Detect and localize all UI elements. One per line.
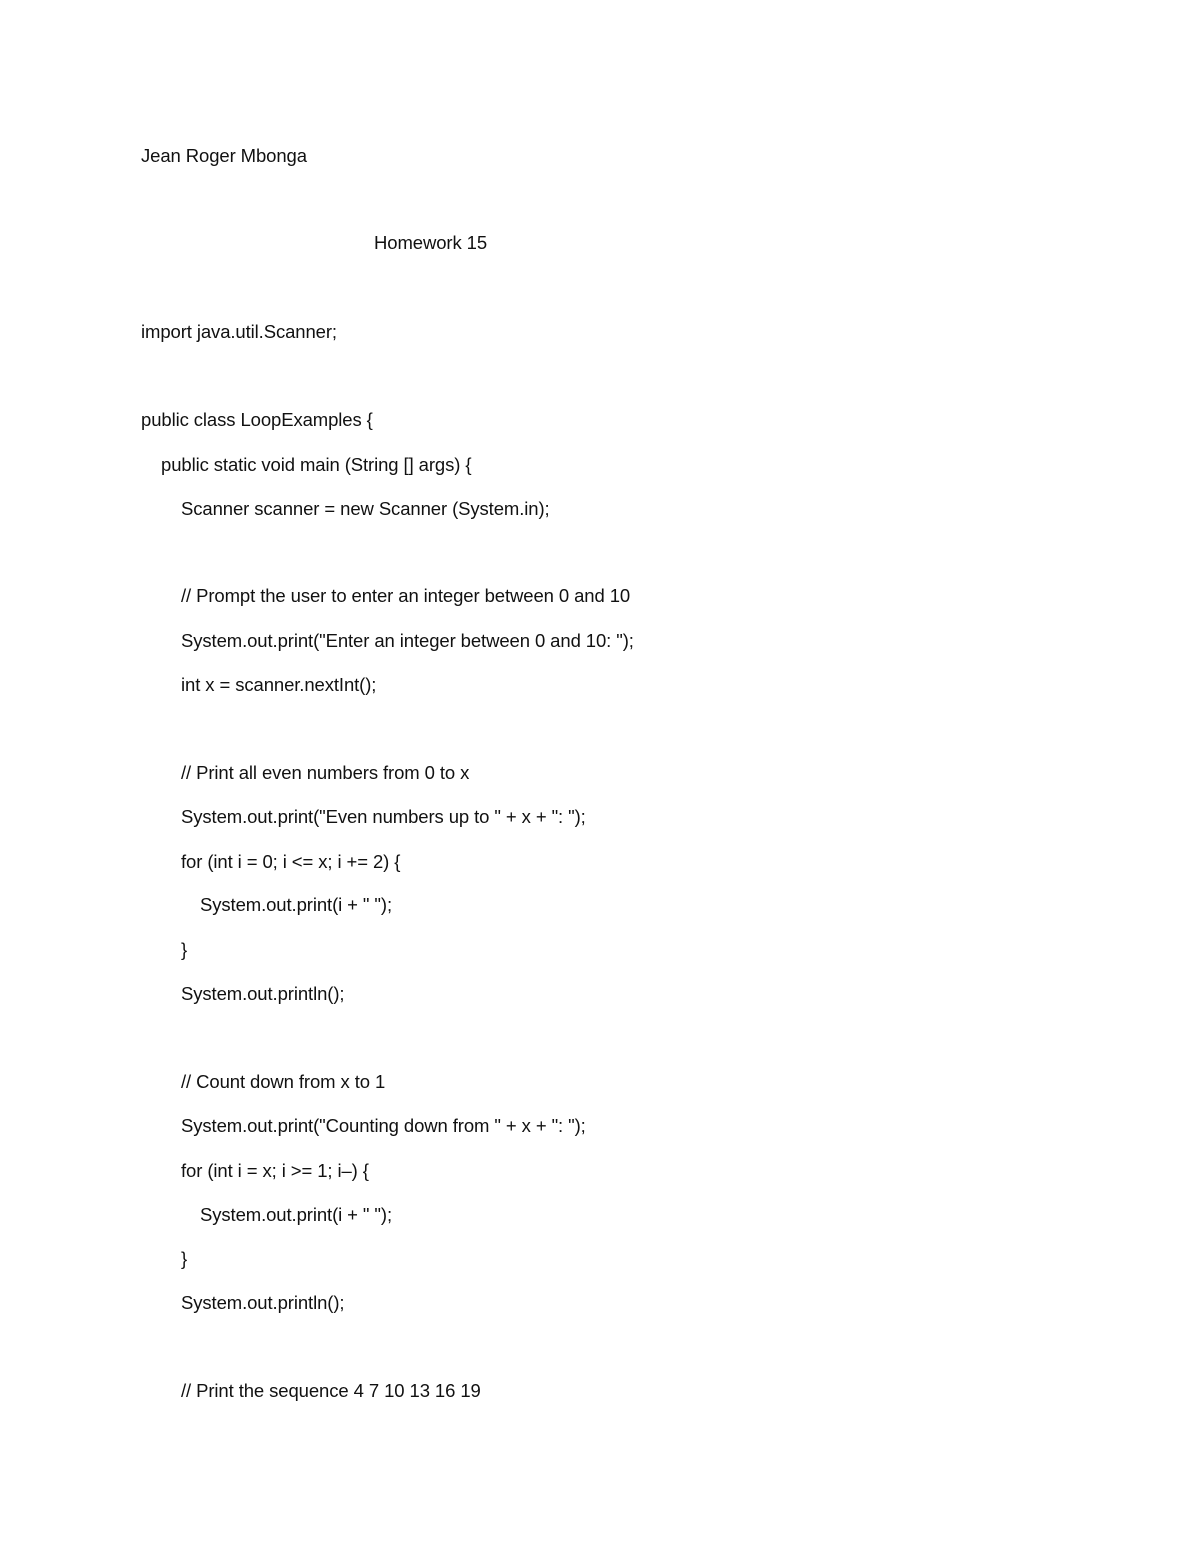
code-line: Scanner scanner = new Scanner (System.in); [181,498,550,519]
code-line: System.out.print(i + " "); [200,894,392,915]
code-line: import java.util.Scanner; [141,321,337,342]
code-line: public class LoopExamples { [141,409,373,430]
code-line: System.out.print("Counting down from " + x + ": "); [181,1115,586,1136]
document-title: Homework 15 [374,232,488,253]
code-line: int x = scanner.nextInt(); [181,674,377,695]
code-comment: // Prompt the user to enter an integer between 0 and 10 [181,585,631,606]
code-comment: // Print the sequence 4 7 10 13 16 19 [181,1380,481,1401]
code-line: System.out.println(); [181,983,345,1004]
code-line: public static void main (String [] args) { [161,454,472,475]
code-line: } [181,939,188,960]
code-comment: // Print all even numbers from 0 to x [181,762,470,783]
code-comment: // Count down from x to 1 [181,1071,386,1092]
code-line: System.out.print(i + " "); [200,1204,392,1225]
code-line: System.out.println(); [181,1292,345,1313]
code-line: System.out.print("Enter an integer between 0 and 10: "); [181,630,634,651]
code-line: System.out.print("Even numbers up to " + x + ": "); [181,806,586,827]
code-line: } [181,1248,188,1269]
code-line: for (int i = 0; i <= x; i += 2) { [181,851,401,872]
code-line: for (int i = x; i >= 1; i–) { [181,1160,369,1181]
author-name: Jean Roger Mbonga [141,145,307,166]
